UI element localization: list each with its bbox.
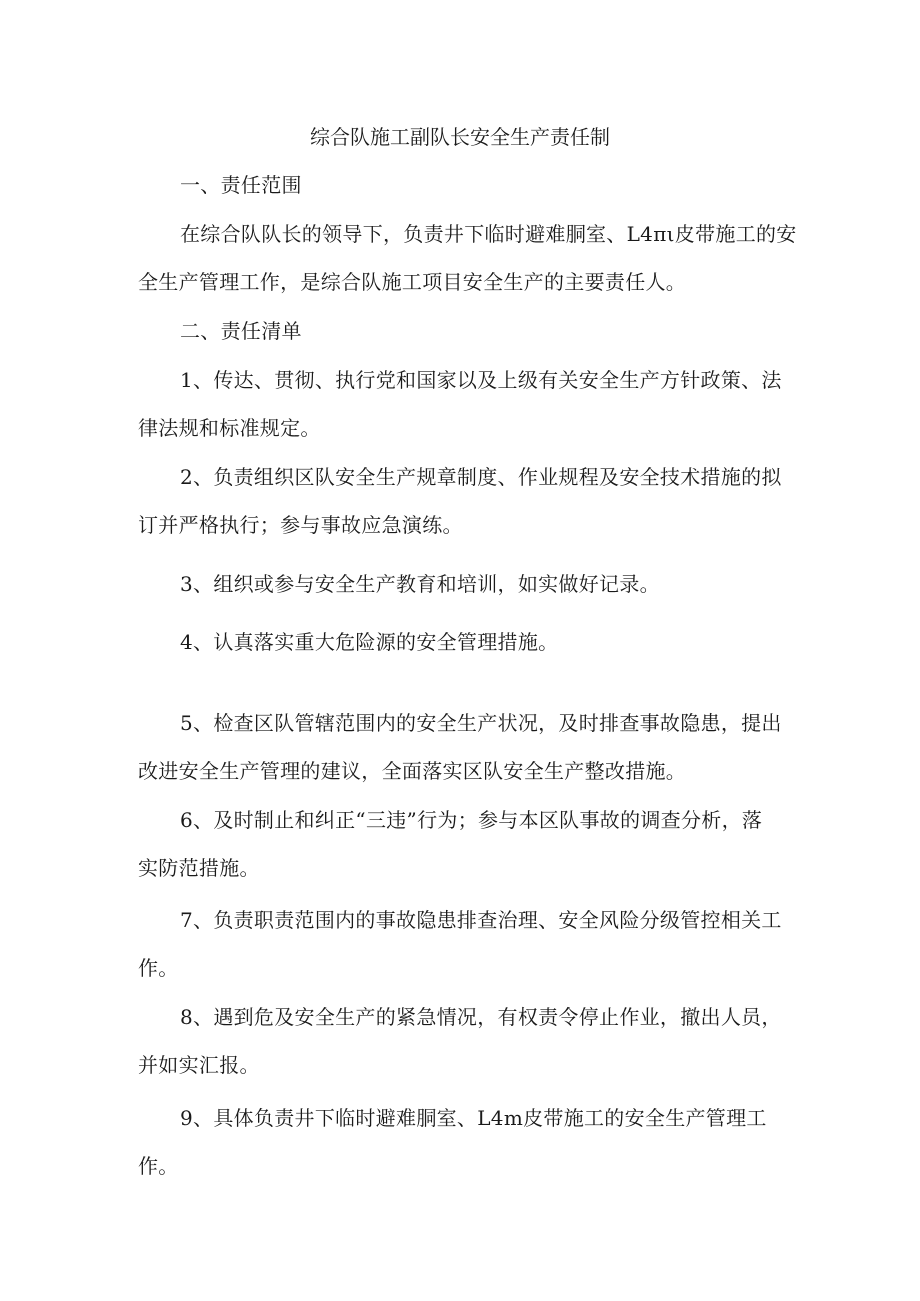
list-item-5-line: 改进安全生产管理的建议，全面落实区队安全生产整改措施。 [138,759,687,783]
document-title: 综合队施工副队长安全生产责任制 [310,125,610,149]
list-item-9-line: 作。 [138,1154,179,1178]
list-item-8-line: 并如实汇报。 [138,1053,260,1077]
list-item-6-line: 6、及时制止和纠正“三违”行为；参与本区队事故的调查分析，落 [180,808,763,832]
list-item-6-line: 实防范措施。 [138,856,260,880]
list-item-8-line: 8、遇到危及安全生产的紧急情况，有权责令停止作业，撤出人员， [180,1005,782,1029]
list-item-2-line: 订并严格执行；参与事故应急演练。 [138,513,463,537]
section-heading-list: 二、责任清单 [180,319,302,343]
list-item-9-line: 9、具体负责井下临时避难胴室、L4m皮带施工的安全生产管理工 [180,1106,767,1130]
list-item-1-line: 1、传达、贯彻、执行党和国家以及上级有关安全生产方针政策、法 [180,368,782,392]
scope-paragraph-line: 全生产管理工作，是综合队施工项目安全生产的主要责任人。 [138,270,687,294]
list-item-7-line: 7、负责职责范围内的事故隐患排查治理、安全风险分级管控相关工 [180,908,782,932]
list-item-4-line: 4、认真落实重大危险源的安全管理措施。 [180,630,559,654]
list-item-1-line: 律法规和标准规定。 [138,416,321,440]
list-item-5-line: 5、检查区队管辖范围内的安全生产状况，及时排查事故隐患，提出 [180,711,782,735]
section-heading-scope: 一、责任范围 [180,173,302,197]
scope-paragraph-line: 在综合队队长的领导下，负责井下临时避难胴室、L4πι皮带施工的安 [180,222,797,246]
list-item-2-line: 2、负责组织区队安全生产规章制度、作业规程及安全技术措施的拟 [180,465,782,489]
list-item-7-line: 作。 [138,956,179,980]
list-item-3-line: 3、组织或参与安全生产教育和培训，如实做好记录。 [180,572,660,596]
